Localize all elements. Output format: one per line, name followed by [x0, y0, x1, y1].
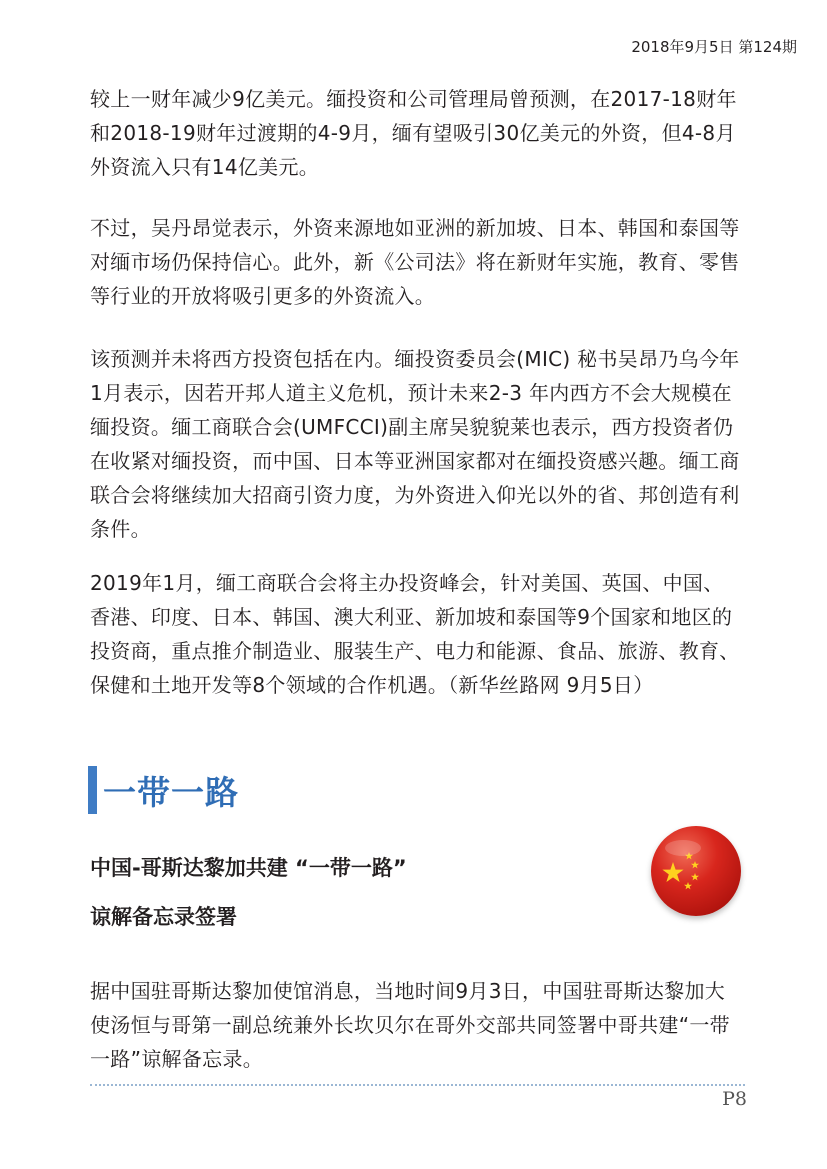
flag-big-star-icon — [662, 862, 683, 882]
article-title-line-2: 谅解备忘录签署 — [90, 905, 237, 929]
article-title-line-1: 中国-哥斯达黎加共建 “一带一路” — [90, 856, 407, 880]
page-number: P8 — [722, 1088, 747, 1110]
flag-small-star-icon — [684, 882, 692, 889]
paragraph-investment-forecast: 较上一财年减少9亿美元。缅投资和公司管理局曾预测，在2017-18财年和2018-19财年过渡期的4-9月，缅有望吸引30亿美元的外资，但4-8月外资流入只有14亿美元。 — [90, 87, 737, 179]
flag-small-star-icon — [691, 873, 699, 880]
flag-small-star-icon — [691, 861, 699, 868]
section-heading — [88, 766, 239, 814]
china-flag-sphere-icon — [651, 826, 741, 916]
paragraph-asian-confidence: 不过，吴丹昂觉表示，外资来源地如亚洲的新加坡、日本、韩国和泰国等对缅市场仍保持信心。此外，新《公司法》将在新财年实施，教育、零售等行业的开放将吸引更多的外资流入。 — [90, 216, 740, 308]
issue-date-header: 2018年9月5日 第124期 — [631, 38, 797, 56]
paragraph-western-investment: 该预测并未将西方投资包括在内。缅投资委员会(MIC) 秘书吴昂乃乌今年1月表示，因若开邦人道主义危机，预计未来2-3 年内西方不会大规模在缅投资。缅工商联合会(UMFCCI)副主席吴貌貌莱也表示，西方投资者仍在收紧对缅投资，而中国、日本等亚洲国家都对在缅投资感兴趣。缅工商联合会将继续加大招商引资力度，为外资进入仰光以外的省、邦创造有利条件。 — [90, 347, 740, 541]
section-accent-bar — [88, 766, 97, 814]
section-title: 一带一路 — [103, 772, 239, 812]
paragraph-investment-summit: 2019年1月，缅工商联合会将主办投资峰会，针对美国、英国、中国、香港、印度、日本、韩国、澳大利亚、新加坡和泰国等9个国家和地区的投资商，重点推介制造业、服装生产、电力和能源、食品、旅游、教育、保健和土地开发等8个领域的合作机遇。（新华丝路网 9月5日） — [90, 571, 740, 697]
paragraph-costa-rica-mou: 据中国驻哥斯达黎加使馆消息，当地时间9月3日，中国驻哥斯达黎加大使汤恒与哥第一副总统兼外长坎贝尔在哥外交部共同签署中哥共建“一带一路”谅解备忘录。 — [90, 979, 730, 1071]
footer-divider — [90, 1084, 745, 1086]
